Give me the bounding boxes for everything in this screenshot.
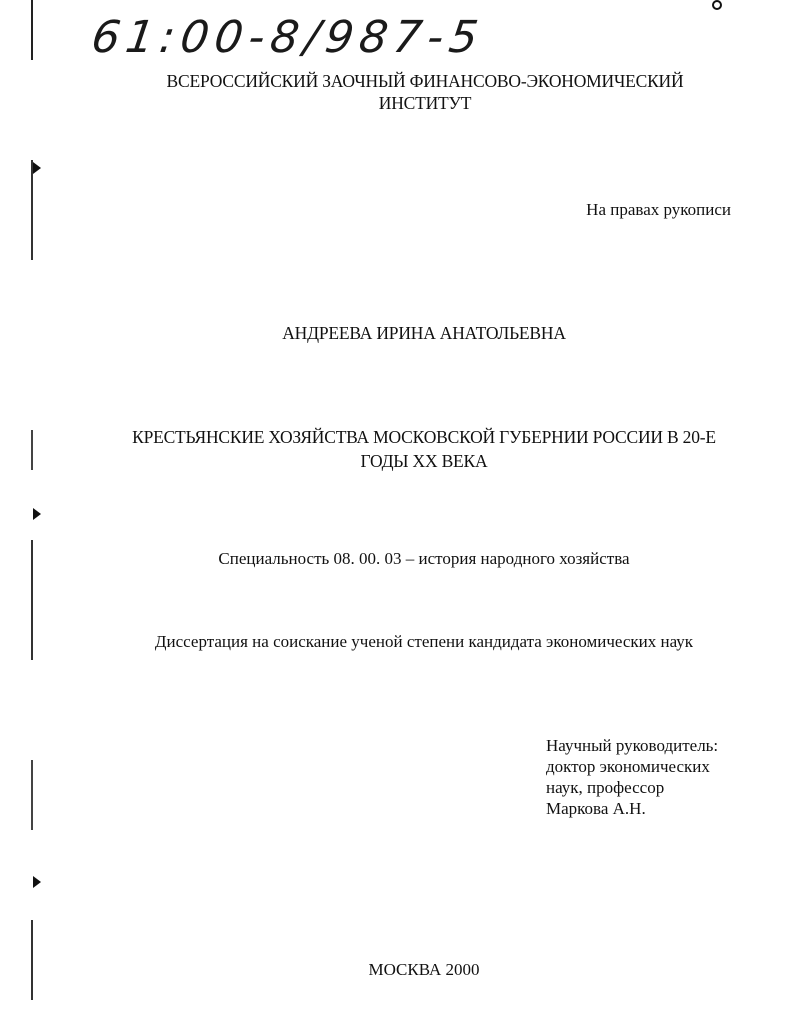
scan-edge-mark-icon (33, 508, 41, 520)
institute-name-line1: ВСЕРОССИЙСКИЙ ЗАОЧНЫЙ ФИНАНСОВО-ЭКОНОМИЧЕСКИЙ (166, 71, 684, 91)
scan-edge-mark-icon (33, 876, 41, 888)
dissertation-title-line2: ГОДЫ XX ВЕКА (360, 451, 488, 471)
scan-edge-mark-icon (33, 162, 41, 174)
supervisor-degree-line1: доктор экономических (546, 757, 710, 776)
dissertation-title-line1: КРЕСТЬЯНСКИЕ ХОЗЯЙСТВА МОСКОВСКОЙ ГУБЕРНИИ РОССИИ В 20-Е (132, 427, 716, 447)
scan-corner-mark-icon (712, 0, 722, 10)
institute-name-line2: ИНСТИТУТ (378, 93, 472, 113)
handwritten-archive-number: 61:00-8/987-5 (88, 12, 487, 63)
supervisor-name: Маркова А.Н. (546, 799, 646, 818)
supervisor-label: Научный руководитель: (546, 736, 719, 755)
institute-name (60, 70, 790, 114)
author-name: АНДРЕЕВА ИРИНА АНАТОЛЬЕВНА (282, 323, 566, 343)
city-year: МОСКВА 2000 (368, 960, 480, 979)
dissertation-title (100, 425, 748, 473)
supervisor-block (546, 735, 718, 819)
specialty: Специальность 08. 00. 03 – история народного хозяйства (218, 549, 630, 568)
supervisor-degree-line2: наук, профессор (546, 778, 665, 797)
degree-statement: Диссертация на соискание ученой степени кандидата экономических наук (154, 632, 694, 651)
rights-note: На правах рукописи (586, 200, 731, 219)
